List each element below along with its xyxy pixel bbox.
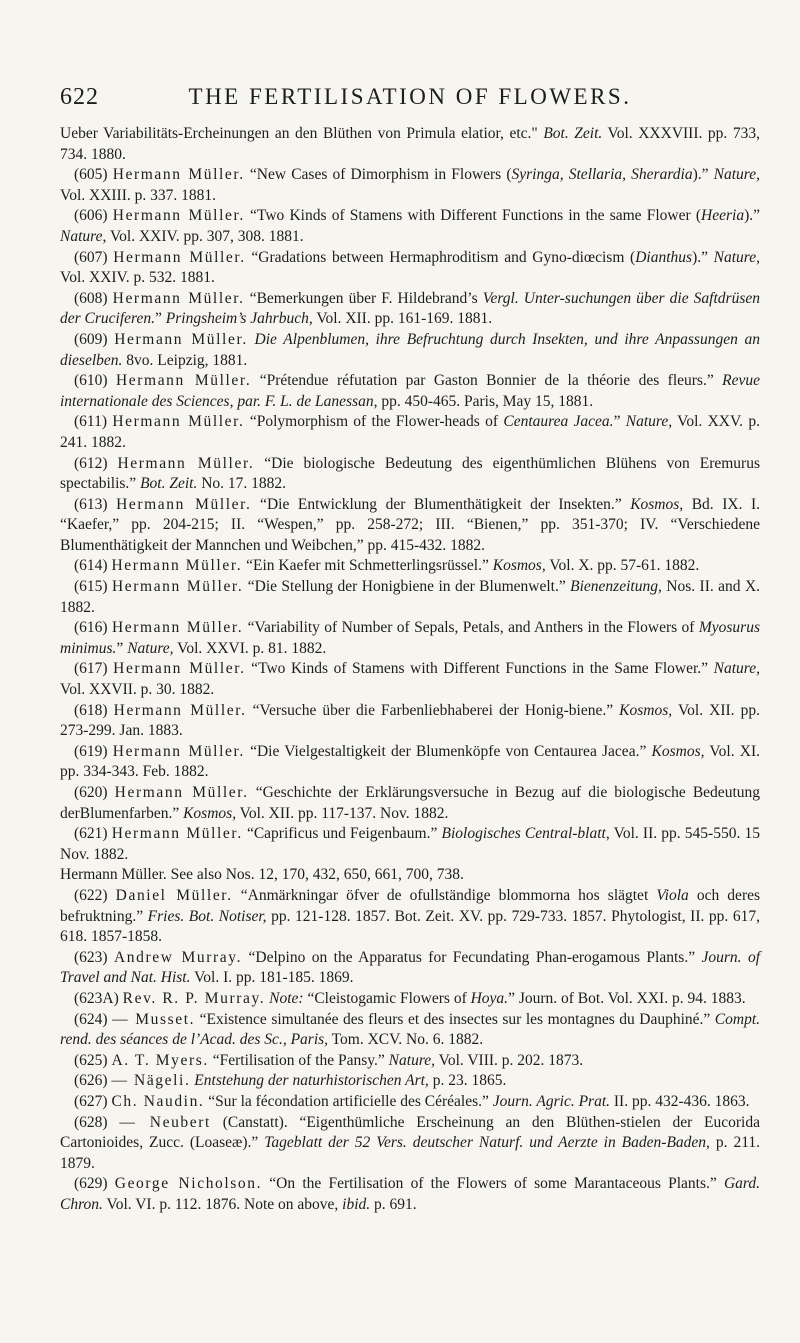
bibliography-entry	[60, 495, 760, 557]
entry-number: (615)	[74, 578, 108, 596]
entry-italic: Kosmos,	[619, 701, 673, 719]
entry-text: Vol. XXVII. p. 30. 1882.	[60, 681, 215, 699]
entry-author: George Nicholson.	[114, 1175, 263, 1193]
entry-text: Vol. XXIV. p. 532. 1881.	[60, 269, 215, 287]
bibliography-entry	[60, 577, 760, 618]
entry-italic: Dianthus	[635, 248, 693, 266]
bibliography-entry	[60, 618, 760, 659]
entry-author: Hermann Müller.	[117, 454, 255, 472]
entry-author: Hermann Müller.	[111, 825, 243, 843]
bibliography-entry	[60, 1113, 760, 1175]
entry-text: “Anmärkningar öfver de ofullständige blommorna hos slägtet	[232, 886, 657, 904]
entry-text: Tom. XCV. No. 6. 1882.	[328, 1031, 484, 1049]
entry-author: Hermann Müller.	[112, 742, 245, 760]
entry-text: pp. 450-465. Paris, May 15, 1881.	[377, 392, 594, 410]
entry-number: (612)	[74, 454, 108, 472]
entry-number: (613)	[74, 495, 108, 513]
bibliography-entry	[60, 783, 760, 824]
entry-italic: Journ. of Travel and Nat. Hist.	[60, 948, 761, 987]
entry-number: (625)	[74, 1051, 108, 1069]
bibliography-entry	[60, 330, 760, 371]
entry-text: “Die Vielgestaltigkeit der Blumenköpfe von Centaurea Jacea.”	[244, 742, 652, 760]
entry-text: Vol. X. pp. 57-61. 1882.	[545, 557, 700, 575]
entry-author: Hermann Müller.	[116, 372, 252, 390]
entry-text: “Bemerkungen über F. Hildebrand’s	[244, 289, 483, 307]
entry-text: Bd. IX. I. “Kaefer,” pp. 204-215; II. “Wespen,” pp. 258-272; III. “Bienen,” pp. 351-370; IV. “Verschiedene Blumenthätigkeit der Mannchen und Weibchen,” pp. 415-432. 1882.	[60, 495, 760, 554]
entry-text: Vol. XXVI. p. 81. 1882.	[173, 639, 327, 657]
entry-text: “Ein Kaefer mit Schmetterlingsrüssel.”	[242, 557, 493, 575]
entry-italic: Bot. Zeit.	[140, 475, 198, 493]
entry-italic: Pringsheim’s Jahrbuch,	[165, 310, 313, 328]
page-number: 622	[60, 84, 99, 110]
entry-text: 8vo. Leipzig, 1881.	[122, 351, 248, 369]
bibliography-entry	[60, 165, 760, 206]
entry-text: “Two Kinds of Stamens with Different Functions in the Same Flower.”	[245, 660, 714, 678]
entry-number: (622)	[74, 886, 108, 904]
entry-text	[248, 331, 255, 348]
entry-text: Vol. XII. pp. 161-169. 1881.	[312, 310, 493, 328]
entry-text: Vol. XXIII. p. 337. 1881.	[60, 186, 216, 204]
entry-number: (627)	[74, 1092, 108, 1110]
entry-text: ”	[613, 413, 626, 431]
entry-text: p. 691.	[370, 1195, 417, 1213]
entry-italic: Kosmos,	[630, 495, 684, 513]
bibliography-entry	[60, 248, 760, 289]
entry-text: “Polymorphism of the Flower-heads of	[244, 413, 504, 431]
entry-italic: Syringa, Stellaria, Sherardia	[511, 166, 693, 184]
bibliography-entry	[60, 742, 760, 783]
entry-text: (Canstatt). “Eigenthümliche Erscheinung an den Blüthen-stielen der Eucorida Cartonioides, Zucc. (Loaseæ).”	[60, 1113, 760, 1152]
entry-text: Vol. II. pp. 545-550. 15 Nov. 1882.	[60, 825, 761, 863]
entry-text: “Die biologische Bedeutung des eigenthümlichen Blühens von Eremurus spectabilis.”	[60, 454, 760, 493]
entry-text: ).”	[692, 166, 714, 184]
entry-number: (614)	[74, 557, 108, 575]
entry-text: ” Journ. of Bot. Vol. XXI. p. 94. 1883.	[508, 989, 746, 1007]
entry-text: “Die Entwicklung der Blumenthätigkeit der Insekten.”	[251, 495, 631, 513]
running-title: THE FERTILISATION OF FLOWERS.	[188, 84, 632, 109]
entry-text: Nos. II. and X. 1882.	[60, 578, 761, 616]
entry-author: — Musset.	[112, 1010, 196, 1028]
entry-text: “Delpino on the Apparatus for Fecundating Phan-erogamous Plants.”	[242, 948, 702, 966]
entry-italic: Tageblatt der 52 Vers. deutscher Naturf. und Aerzte in Baden-Baden,	[264, 1134, 710, 1152]
bibliography-entry	[60, 824, 760, 865]
entry-author: — Nägeli.	[111, 1072, 191, 1090]
entry-italic: Nature,	[713, 248, 760, 266]
entry-text: “Gradations between Hermaphroditism and Gyno-diœcism (	[245, 248, 636, 266]
bibliography-entry	[60, 1174, 760, 1215]
entry-text: “Geschichte der Erklärungsversuche in Bezug auf die biologische Bedeutung derBlumenfarben.”	[60, 784, 760, 822]
bibliography-entry	[60, 989, 760, 1010]
entry-text: Vol. I. pp. 181-185. 1869.	[190, 969, 354, 987]
entry-author: Hermann Müller.	[113, 660, 246, 678]
bibliography-text	[60, 124, 760, 1215]
entry-text: p. 23. 1865.	[428, 1072, 507, 1090]
entry-number: (621)	[74, 825, 108, 843]
entry-author: Hermann Müller.	[113, 248, 246, 266]
bibliography-entry	[60, 701, 760, 742]
entry-text: Vol. XXV. p. 241. 1882.	[60, 413, 760, 451]
entry-number: (606)	[74, 207, 108, 225]
entry-italic: Viola	[656, 886, 689, 904]
entry-text: p. 211. 1879.	[60, 1134, 760, 1172]
entry-number: (623A)	[74, 989, 119, 1007]
entry-italic: Centaurea Jacea.	[503, 413, 614, 431]
entry-text: “New Cases of Dimorphism in Flowers (	[244, 166, 512, 184]
entry-italic: Nature,	[60, 227, 107, 245]
entry-italic: Kosmos,	[651, 742, 705, 760]
entry-number: (616)	[74, 619, 108, 637]
entry-number: (624)	[74, 1010, 108, 1028]
entry-number: (610)	[74, 372, 108, 390]
entry-text: Hermann Müller. See also Nos. 12, 170, 432, 650, 661, 700, 738.	[60, 866, 464, 884]
bibliography-entry	[60, 1071, 760, 1092]
entry-author: Hermann Müller.	[112, 413, 245, 431]
entry-number: (618)	[74, 701, 108, 719]
entry-number: (609)	[74, 330, 108, 348]
entry-text: “Die Stellung der Honigbiene in der Blumenwelt.”	[243, 578, 571, 596]
entry-italic: Compt. rend. des séances de l’Acad. des Sc., Paris,	[60, 1010, 760, 1049]
entry-italic: Nature,	[388, 1051, 436, 1069]
bibliography-entry	[60, 659, 760, 700]
entry-italic: Nature,	[625, 413, 673, 431]
entry-number: (628)	[74, 1113, 108, 1131]
entry-italic: Nature,	[713, 166, 761, 184]
entry-text: “Versuche über die Farbenliebhaberei der Honig-biene.”	[246, 701, 620, 719]
entry-author: Hermann Müller.	[112, 289, 245, 307]
bibliography-entry	[60, 886, 760, 948]
entry-author: Hermann Müller.	[112, 207, 245, 225]
entry-author: Hermann Müller.	[111, 557, 243, 575]
entry-text: “Existence simultanée des fleurs et des insectes sur les montagnes du Dauphiné.”	[195, 1010, 715, 1028]
entry-text: ).”	[692, 248, 714, 266]
entry-author: Hermann Müller.	[114, 784, 249, 801]
entry-author: Hermann Müller.	[113, 701, 247, 719]
entry-italic: Heeria	[701, 207, 745, 225]
entry-text: pp. 121-128. 1857. Bot. Zeit. XV. pp. 729-733. 1857. Phytologist, II. pp. 617, 618. 1857-1858.	[60, 907, 760, 946]
bibliography-entry	[60, 865, 760, 886]
continuation-entry: Ueber Variabilitäts-Ercheinungen an den Blüthen von Primula elatior, etc." Bot. Zeit. Vol. XXXVIII. pp. 733, 734. 1880.	[60, 125, 760, 163]
entry-text: Vol. XXIV. pp. 307, 308. 1881.	[106, 227, 304, 245]
bibliography-entry	[60, 289, 760, 330]
bibliography-entry	[60, 1010, 760, 1051]
entry-italic: Kosmos,	[183, 804, 237, 822]
bibliography-entry	[60, 1092, 760, 1113]
entry-number: (620)	[74, 784, 108, 801]
bibliography-entry	[60, 412, 760, 453]
entry-author: Hermann Müller.	[112, 166, 245, 184]
entry-text: Vol. XI. pp. 334-343. Feb. 1882.	[60, 742, 760, 781]
entry-text: ”	[116, 639, 128, 657]
entry-italic: ibid.	[342, 1195, 371, 1213]
entry-number: (626)	[74, 1072, 108, 1090]
entry-italic: Entstehung der naturhistorischen Art,	[194, 1072, 429, 1090]
entry-text: “Cleistogamic Flowers of	[303, 989, 471, 1007]
entry-italic: Note:	[269, 989, 304, 1007]
entry-text: och deres befruktning.”	[60, 886, 761, 925]
entry-author: Hermann Müller.	[111, 619, 244, 637]
entry-author: Hermann Müller.	[116, 495, 252, 513]
bibliography-entry	[60, 371, 760, 412]
bibliography-entry	[60, 948, 760, 989]
entry-italic: Journ. Agric. Prat.	[492, 1092, 610, 1110]
entry-text: ”	[155, 310, 166, 328]
entry-author: — Neubert	[119, 1113, 211, 1131]
entry-italic: Revue internationale des Sciences, par. F. L. de Lanessan,	[60, 372, 760, 410]
entry-text: “Prétendue réfutation par Gaston Bonnier de la théorie des fleurs.”	[251, 372, 723, 390]
entry-author: A. T. Myers.	[111, 1051, 209, 1069]
entry-text: Vol. VI. p. 112. 1876. Note on above,	[102, 1195, 343, 1213]
entry-author: Andrew Murray.	[114, 948, 243, 966]
entry-text: Vol. XII. pp. 273-299. Jan. 1883.	[60, 701, 760, 740]
entry-text: Vol. XII. pp. 117-137. Nov. 1882.	[236, 804, 449, 822]
entry-italic: Vergl. Unter-suchungen über die Saftdrüsen der Cruciferen.	[60, 289, 760, 328]
entry-number: (619)	[74, 742, 108, 760]
entry-text: No. 17. 1882.	[197, 475, 287, 493]
entry-text: “Variability of Number of Sepals, Petals, and Anthers in the Flowers of	[243, 619, 699, 637]
entry-number: (629)	[74, 1175, 108, 1193]
entry-number: (623)	[74, 948, 108, 966]
entry-italic: Bienenzeitung,	[570, 578, 662, 596]
entry-author: Daniel Müller.	[115, 886, 233, 904]
entry-italic: Nature,	[713, 660, 760, 678]
entry-number: (611)	[74, 413, 107, 431]
entry-author: Hermann Müller.	[112, 578, 244, 596]
bibliography-entry	[60, 206, 760, 247]
bibliography-entry	[60, 556, 760, 577]
entry-author: Ch. Naudin.	[111, 1092, 205, 1110]
entry-list	[60, 165, 760, 1215]
entry-text: “Fertilisation of the Pansy.”	[208, 1051, 389, 1069]
entry-text: II. pp. 432-436. 1863.	[610, 1092, 750, 1110]
entry-number: (608)	[74, 289, 108, 307]
entry-italic: Kosmos,	[492, 557, 546, 575]
page-header	[60, 84, 760, 116]
entry-italic: Biologisches Central-blatt,	[441, 825, 610, 843]
entry-author: Rev. R. P. Murray.	[122, 989, 266, 1007]
entry-italic: Myosurus minimus.	[60, 619, 760, 657]
entry-text: Vol. VIII. p. 202. 1873.	[435, 1051, 584, 1069]
entry-italic: Die Alpenblumen, ihre Befruchtung durch Insekten, und ihre Anpassungen an dieselben.	[60, 330, 761, 369]
entry-italic: Gard. Chron.	[60, 1175, 760, 1213]
entry-number: (607)	[74, 248, 108, 266]
entry-italic: Hoya.	[470, 989, 509, 1007]
entry-text: “On the Fertilisation of the Flowers of some Marantaceous Plants.”	[262, 1175, 724, 1193]
bibliography-entry	[60, 454, 760, 495]
entry-italic: Fries. Bot. Notiser,	[147, 907, 267, 925]
entry-text: “Two Kinds of Stamens with Different Functions in the same Flower (	[244, 207, 702, 225]
entry-italic: Nature,	[127, 639, 174, 657]
entry-text: “Caprificus und Feigenbaum.”	[242, 825, 442, 843]
entry-text: “Sur la fécondation artificielle des Céréales.”	[204, 1092, 493, 1110]
entry-text: ).”	[744, 207, 760, 225]
entry-number: (605)	[74, 166, 108, 184]
entry-number: (617)	[74, 660, 108, 678]
entry-author: Hermann Müller.	[114, 330, 248, 348]
bibliography-entry	[60, 1051, 760, 1072]
